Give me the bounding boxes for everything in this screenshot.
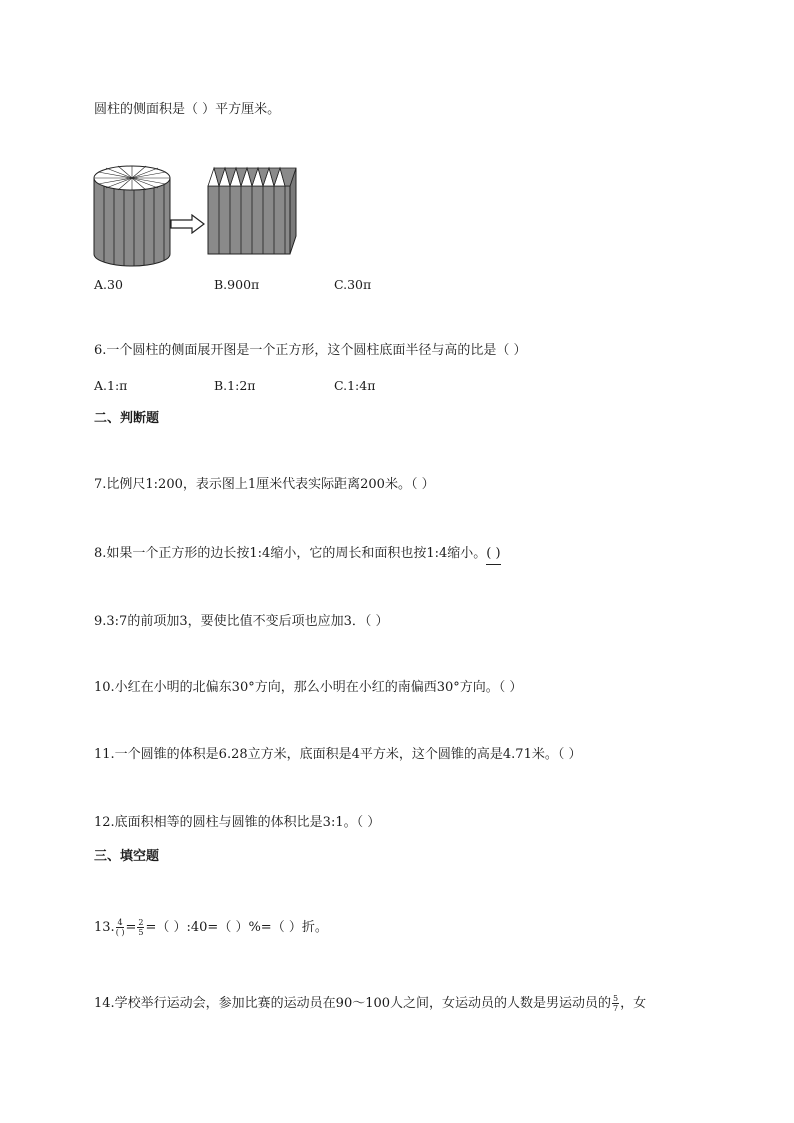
section-heading-fill-blank: 三、填空题: [94, 849, 160, 864]
q9-text: 9.3:7的前项加3，要使比值不变后项也应加3．（ ）: [94, 614, 389, 629]
q11-text: 11.一个圆锥的体积是6.28立方米，底面积是4平方米，这个圆锥的高是4.71米。（ ）: [94, 747, 582, 762]
q8-line: [94, 544, 501, 565]
q5-option-c[interactable]: C.30π: [334, 277, 372, 292]
arrow-right-icon: [170, 214, 206, 234]
unrolled-prism-figure: [204, 164, 298, 258]
q12-text: 12.底面积相等的圆柱与圆锥的体积比是3:1。（ ）: [94, 815, 381, 830]
q13-fraction-1: [116, 918, 125, 937]
q6-option-a[interactable]: A.1:π: [94, 378, 128, 393]
q13-fraction-1-denominator[interactable]: ( ): [115, 928, 125, 937]
q7-text: 7.比例尺1:200，表示图上1厘米代表实际距离200米。（ ）: [94, 477, 435, 492]
q13-fraction-2-numerator: 2: [138, 918, 144, 927]
q8-answer-blank[interactable]: ( ): [486, 544, 500, 565]
section-heading-judgment: 二、判断题: [94, 411, 160, 426]
q5-option-b[interactable]: B.900π: [214, 277, 260, 292]
q14-tail: ，女: [620, 996, 647, 1011]
q13-suffix: =（ ）:40=（ ）%=（ ）折。: [145, 920, 328, 935]
q5-option-a[interactable]: A.30: [94, 277, 123, 292]
cylinder-figure: [92, 160, 172, 268]
q8-text: 8.如果一个正方形的边长按1:4缩小，它的周长和面积也按1:4缩小。: [94, 546, 487, 561]
q6-option-b[interactable]: B.1:2π: [214, 378, 256, 393]
q6-stem: 6.一个圆柱的侧面展开图是一个正方形，这个圆柱底面半径与高的比是（ ）: [94, 343, 527, 358]
q5-stem: 圆柱的侧面积是（ ）平方厘米。: [94, 102, 281, 117]
q14-text: 14.学校举行运动会，参加比赛的运动员在90～100人之间，女运动员的人数是男运动员的: [94, 996, 612, 1011]
q6-option-c[interactable]: C.1:4π: [334, 378, 376, 393]
q13-fraction-2: [137, 918, 144, 937]
q10-text: 10.小红在小明的北偏东30°方向，那么小明在小红的南偏西30°方向。（ ）: [94, 680, 523, 695]
q13-equals: =: [125, 920, 137, 935]
q13-fraction-2-denominator: 5: [138, 928, 144, 937]
q14-line: [94, 994, 646, 1014]
q13-prefix: 13.: [94, 920, 115, 935]
q13-fraction-1-numerator: 4: [117, 918, 123, 927]
q14-fraction-denominator: 7: [613, 1004, 619, 1013]
q13-line: [94, 918, 328, 938]
q14-fraction: [612, 994, 619, 1013]
q14-fraction-numerator: 5: [613, 994, 619, 1003]
